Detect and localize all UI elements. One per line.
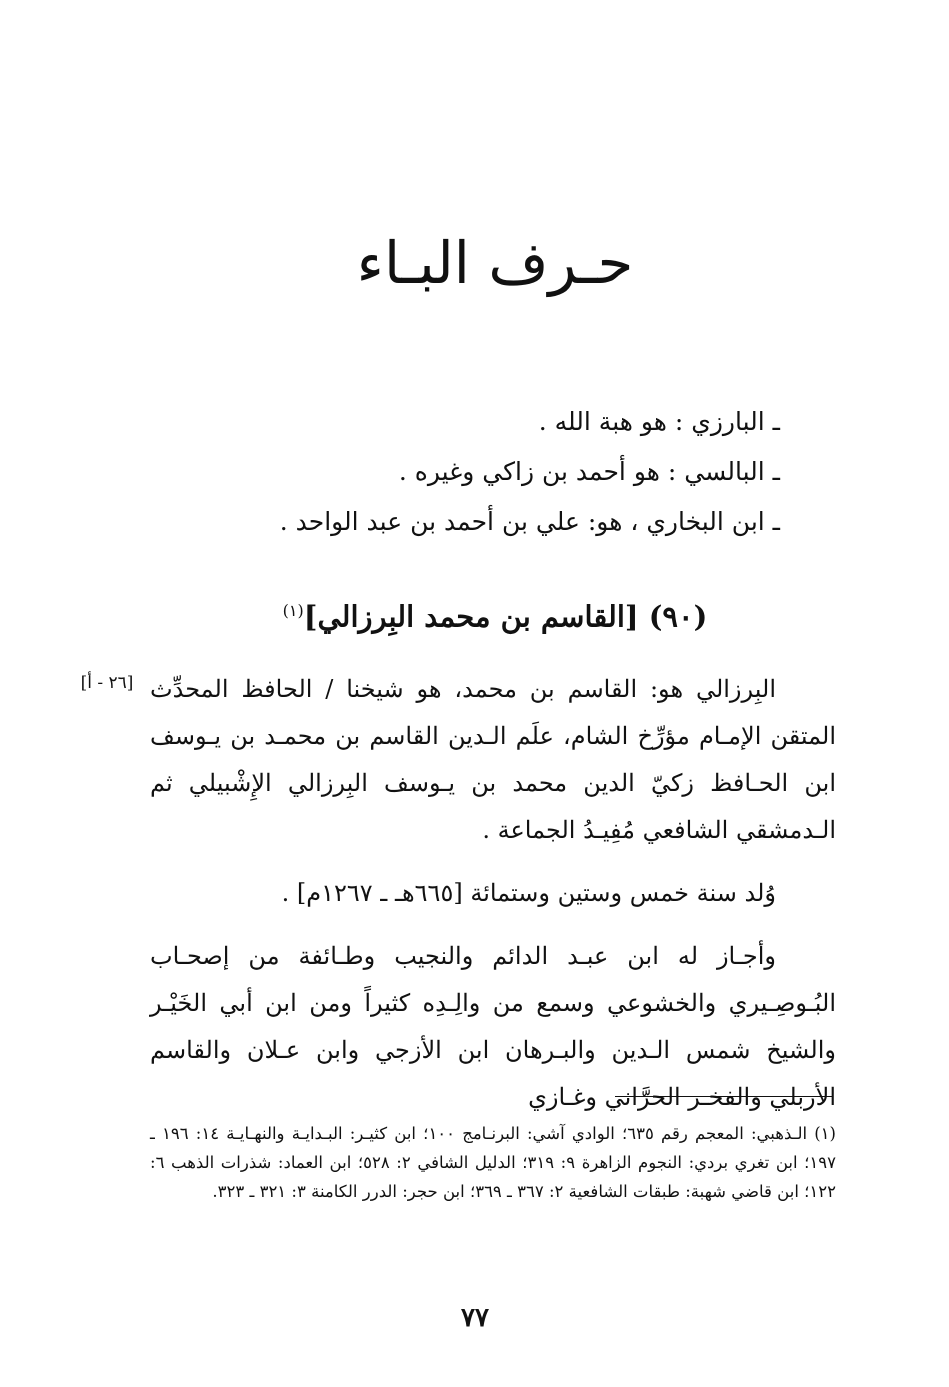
footnote: (١) الـذهبي: المعجم رقم ٦٣٥؛ الوادي آشي: البرنـامج ١٠٠؛ ابن كثيـر: البـدايـة والنهـايـة ١٤: ١٩٦ ـ ١٩٧؛ ابن تغري بردي: النجوم الزاهرة ٩: ٣١٩؛ الدليل الشافي ٢: ٥٢٨؛ ابن العماد: شذرات الذهب ٦: ١٢٢؛ ابن قاضي شهبة: طبقات الشافعية ٢: ٣٦٧ ـ ٣٦٩؛ ابن حجر: الدرر الكامنة ٣: ٣٢١ ـ ٣٢٣. bbox=[150, 1124, 836, 1201]
manuscript-folio-ref: [٢٦ - أ] bbox=[80, 673, 134, 693]
body-paragraph: وُلد سنة خمس وستين وستمائة [٦٦٥هـ ـ ١٢٦٧م] . bbox=[281, 879, 776, 907]
body-paragraph: البِرزالي هو: القاسم بن محمد، هو شيخنا / الحافظ المحدِّث المتقن الإمـام مؤرِّخ الشام، علَم الـدين القاسم بن محمـد بن يـوسف ابن الحـافظ زكيّ الدين محمد بن يـوسف البِرزالي الإِشْبيلي ثم الـدمشقي الشافعي مُفِيـدُ الجماعة . bbox=[150, 675, 836, 844]
body-paragraph: وأجـاز له ابن عبـد الدائم والنجيب وطـائفة من إصحـاب البُـوصِـيري والخشوعي وسمع من والِـدِه كثيراً ومن ابن أبي الخَيْـر والشيخ شمس الـدين والبـرهان ابن الأزجي وابن عـلان والقاسم الأربلي والفخـر الحرَّاني وغـازي bbox=[150, 942, 836, 1111]
cross-reference-list bbox=[150, 397, 780, 547]
footnotes bbox=[150, 1119, 836, 1206]
entry-body bbox=[150, 666, 836, 1121]
entry-heading bbox=[150, 586, 840, 642]
entry-heading-text: (٩٠) [القاسم بن محمد البِرزالي] bbox=[303, 599, 708, 634]
footnote-marker: (١) bbox=[282, 601, 304, 620]
footnote-separator bbox=[615, 1096, 833, 1097]
chapter-title: حـرف البـاء bbox=[356, 229, 634, 297]
cross-reference-item: ـ ابن البخاري ، هو: علي بن أحمد بن عبد الواحد . bbox=[279, 507, 780, 536]
cross-reference-item: ـ البالسي : هو أحمد بن زاكي وغيره . bbox=[398, 457, 780, 486]
cross-reference-item: ـ البارزي : هو هبة الله . bbox=[538, 407, 780, 436]
page-number: ٧٧ bbox=[461, 1303, 489, 1333]
